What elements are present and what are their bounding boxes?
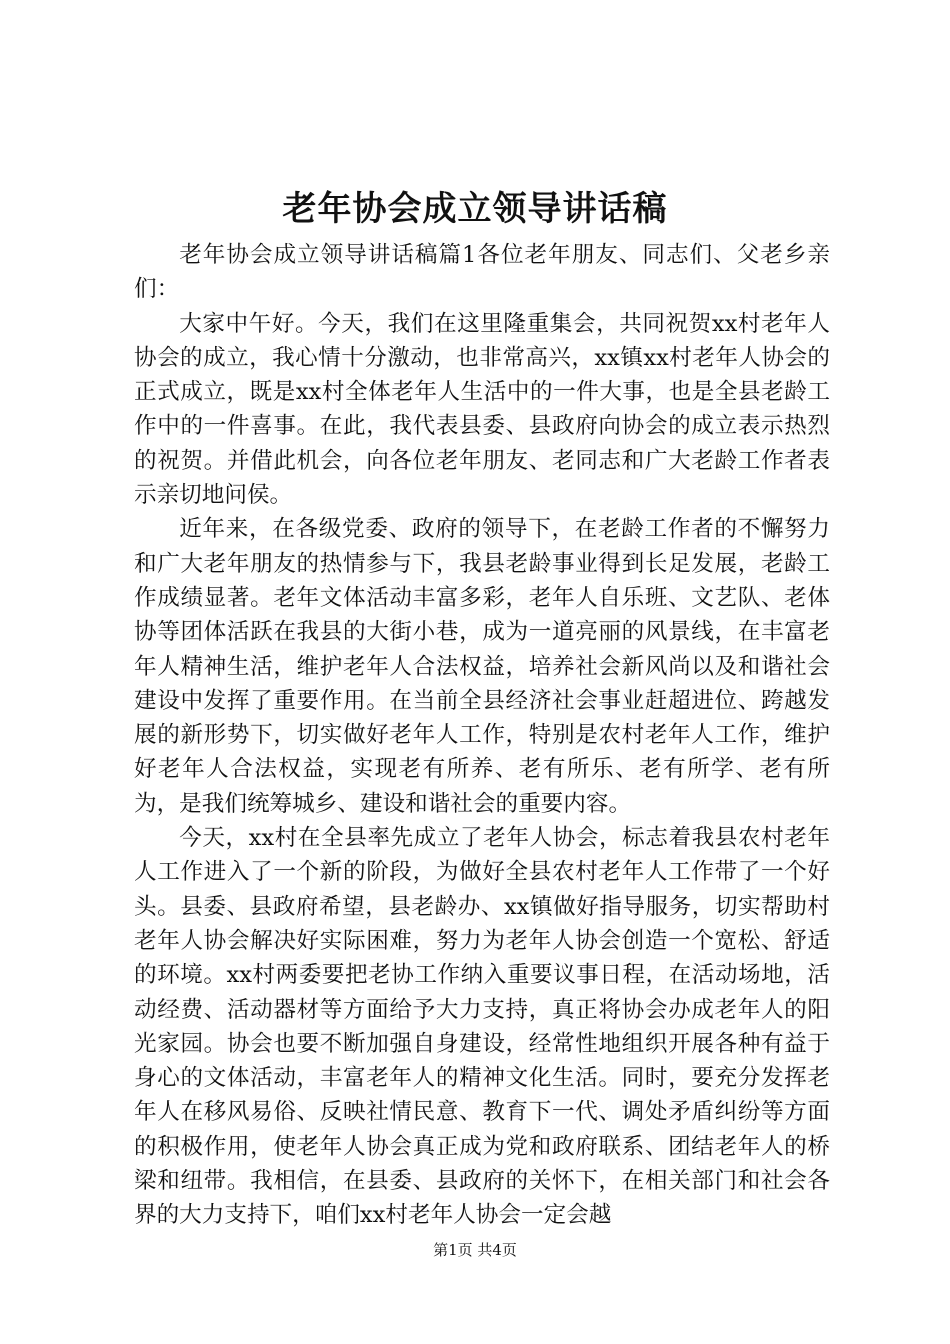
paragraph-congratulation: 大家中午好。今天，我们在这里隆重集会，共同祝贺xx村老年人协会的成立，我心情十分激动，也非常高兴，xx镇xx村老年人协会的正式成立，既是xx村全体老年人生活中的一件大事，也是全县老龄工作中的一件喜事。在此，我代表县委、县政府向协会的成立表示热烈的祝贺。并借此机会，向各位老年朋友、老同志和广大老龄工作者表示亲切地问侯。 — [134, 310, 830, 509]
paragraph-achievements: 近年来，在各级党委、政府的领导下，在老龄工作者的不懈努力和广大老年朋友的热情参与下，我县老龄事业得到长足发展，老龄工作成绩显著。老年文体活动丰富多彩，老年人自乐班、文艺队、老体协等团体活跃在我县的大街小巷，成为一道亮丽的风景线，在丰富老年人精神生活，维护老年人合法权益，培养社会新风尚以及和谐社会建设中发挥了重要作用。在当前全县经济社会事业赶超进位、跨越发展的新形势下，切实做好老年人工作，特别是农村老年人工作，维护好老年人合法权益，实现老有所养、老有所乐、老有所学、老有所为，是我们统筹城乡、建设和谐社会的重要内容。 — [134, 516, 830, 817]
document-title: 老年协会成立领导讲话稿 — [282, 189, 668, 229]
paragraph-greeting: 老年协会成立领导讲话稿篇1各位老年朋友、同志们、父老乡亲们： — [134, 242, 830, 303]
page-number-footer: 第1页 共4页 — [433, 1241, 517, 1259]
document-body — [134, 238, 830, 1233]
paragraph-expectations: 今天，xx村在全县率先成立了老年人协会，标志着我县农村老年人工作进入了一个新的阶段，为做好全县农村老年人工作带了一个好头。县委、县政府希望，县老龄办、xx镇做好指导服务，切实帮助村老年人协会解决好实际困难，努力为老年人协会创造一个宽松、舒适的环境。xx村两委要把老协工作纳入重要议事日程，在活动场地，活动经费、活动器材等方面给予大力支持，真正将协会办成老年人的阳光家园。协会也要不断加强自身建设，经常性地组织开展各种有益于身心的文体活动，丰富老年人的精神文化生活。同时，要充分发挥老年人在移风易俗、反映社情民意、教育下一代、调处矛盾纠纷等方面的积极作用，使老年人协会真正成为党和政府联系、团结老年人的桥梁和纽带。我相信，在县委、县政府的关怀下，在相关部门和社会各界的大力支持下，咱们xx村老年人协会一定会越 — [134, 825, 830, 1229]
